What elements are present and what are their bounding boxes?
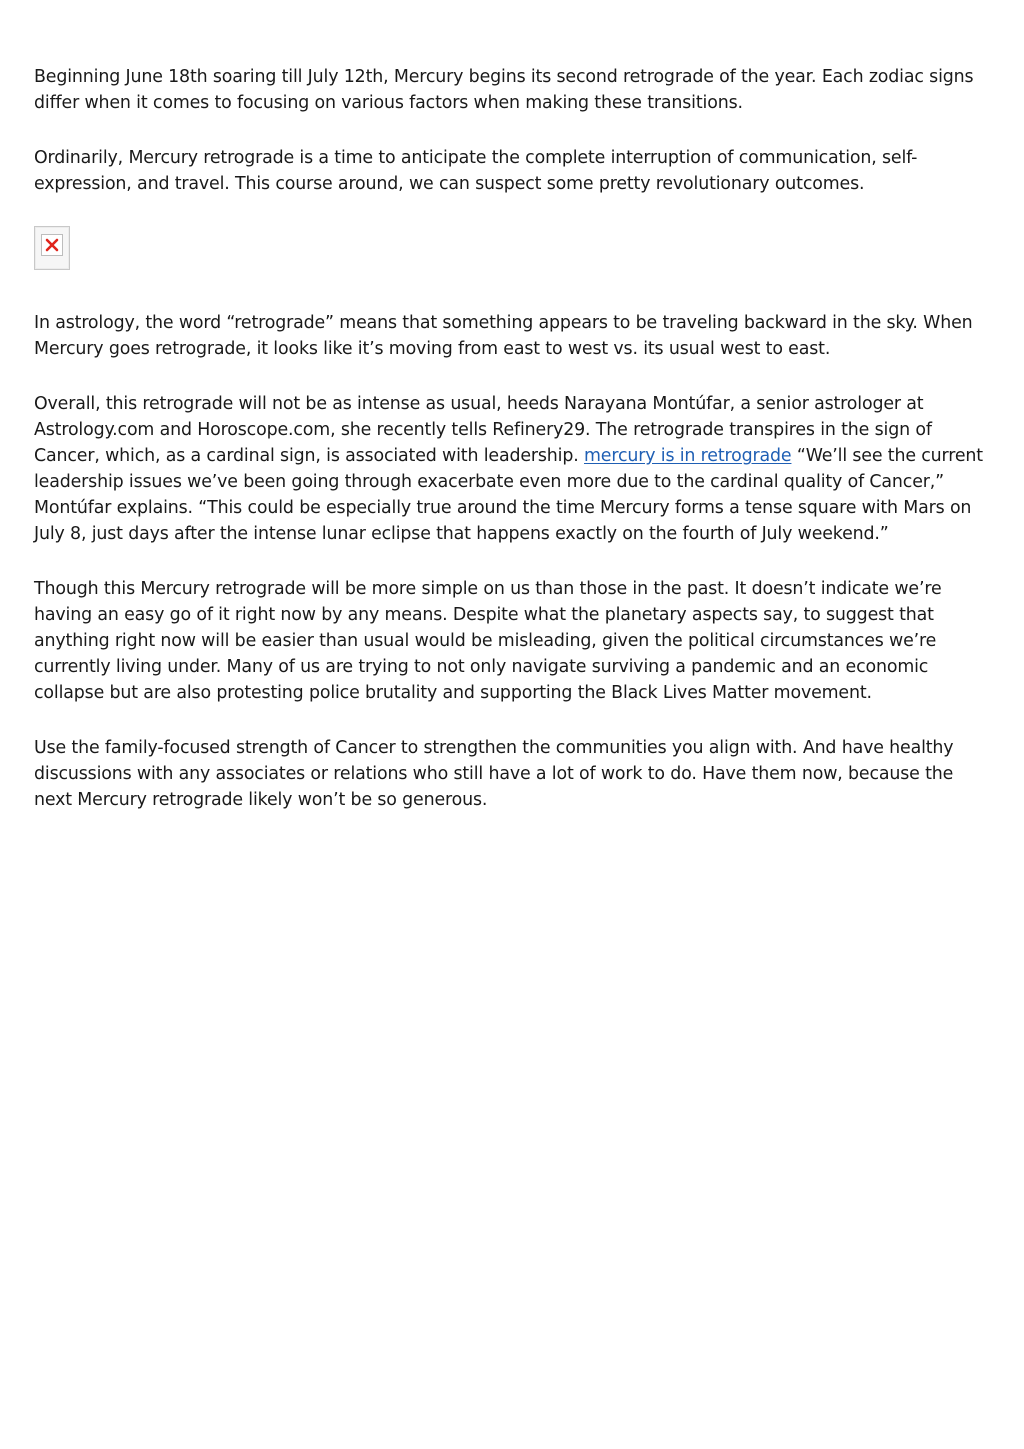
paragraph-overall-text-before: Overall, this retrograde will not be as intense as usual, heeds Narayana Montúfar, a senior astrologer at Astrology.com and Horoscope.com, she recently tells Refinery29. The retrograde transpires in the sign of Cancer, which, as a cardinal sign, is associated with leadership. xyxy=(34,394,932,466)
broken-image-frame xyxy=(41,234,63,256)
paragraph-though: Though this Mercury retrograde will be more simple on us than those in the past. It doesn’t indicate we’re having an easy go of it right now by any means. Despite what the planetary aspects say, to suggest that anything right now will be easier than usual would be misleading, given the political circumstances we’re currently living under. Many of us are trying to not only navigate surviving a pandemic and an economic collapse but are also protesting police brutality and supporting the Black Lives Matter movement. xyxy=(34,579,942,703)
paragraph-retrograde-definition: In astrology, the word “retrograde” means that something appears to be traveling backward in the sky. When Mercury goes retrograde, it looks like it’s moving from east to west vs. its usual west to east. xyxy=(34,313,973,359)
mercury-retrograde-link[interactable]: mercury is in retrograde xyxy=(584,446,792,466)
paragraph-overall-text-after: “We’ll see the current leadership issues we’ve been going through exacerbate even more due to the cardinal quality of Cancer,” Montúfar explains. “This could be especially true around the time Mercury forms a tense square with Mars on July 8, just days after the intense lunar eclipse that happens exactly on the fourth of July weekend.” xyxy=(34,446,983,544)
paragraph-intro: Beginning June 18th soaring till July 12th, Mercury begins its second retrograde of the year. Each zodiac signs differ when it comes to focusing on various factors when making these transitions. xyxy=(34,67,974,113)
article-body xyxy=(34,64,996,842)
paragraph-ordinarily: Ordinarily, Mercury retrograde is a time to anticipate the complete interruption of communication, self-expression, and travel. This course around, we can suspect some pretty revolutionary outcomes. xyxy=(34,148,918,194)
broken-image-icon xyxy=(45,238,59,252)
broken-image-placeholder xyxy=(34,226,70,270)
paragraph-overall xyxy=(34,391,996,547)
paragraph-use-strength: Use the family-focused strength of Cancer to strengthen the communities you align with. And have healthy discussions with any associates or relations who still have a lot of work to do. Have them now, because the next Mercury retrograde likely won’t be so generous. xyxy=(34,738,954,810)
